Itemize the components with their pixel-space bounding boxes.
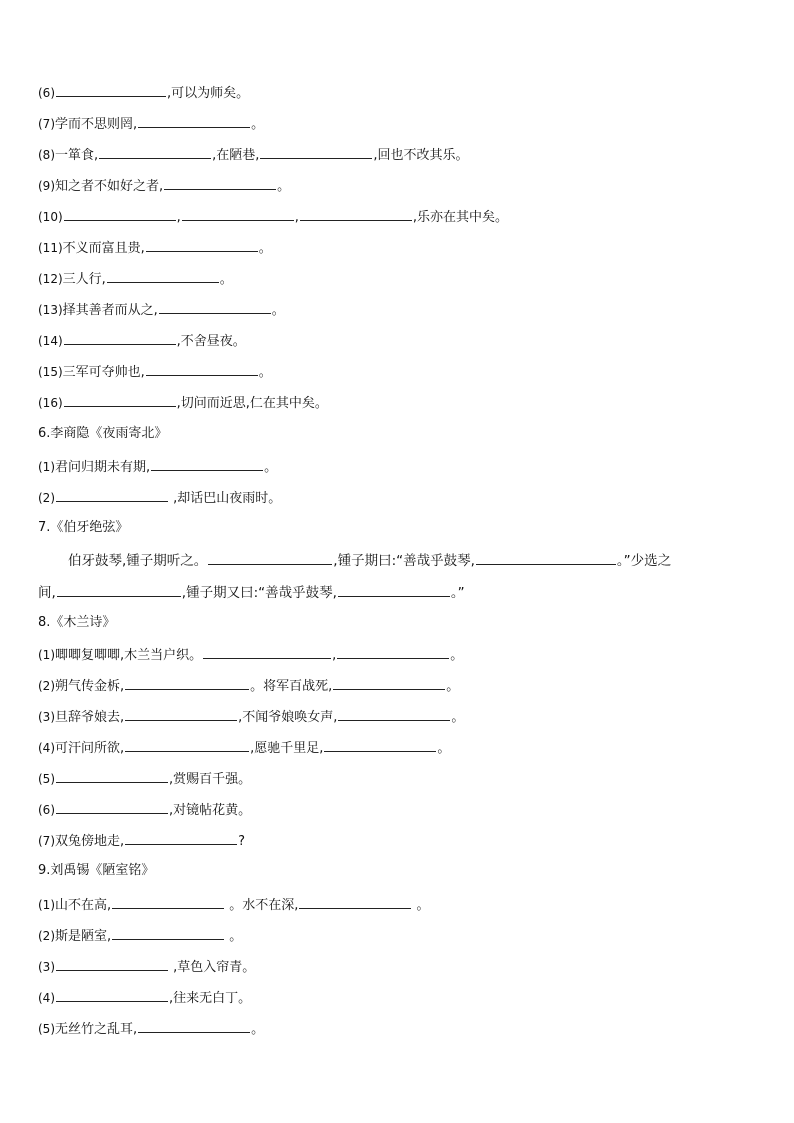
answer-blank[interactable] bbox=[182, 207, 294, 221]
line-text: 。 bbox=[451, 710, 465, 725]
question-line bbox=[38, 393, 328, 413]
question-line bbox=[38, 583, 465, 602]
question-line bbox=[38, 707, 464, 727]
question-line bbox=[38, 207, 508, 227]
answer-blank[interactable] bbox=[138, 114, 250, 128]
line-text: 。 bbox=[251, 117, 265, 132]
answer-blank[interactable] bbox=[300, 207, 412, 221]
item-number: (4) bbox=[38, 741, 55, 755]
answer-blank[interactable] bbox=[476, 551, 616, 565]
line-text: 三军可夺帅也, bbox=[62, 365, 145, 380]
answer-blank[interactable] bbox=[56, 988, 168, 1002]
answer-blank[interactable] bbox=[159, 300, 271, 314]
line-text: , bbox=[294, 210, 299, 225]
question-line bbox=[38, 114, 264, 134]
item-number: (2) bbox=[38, 491, 55, 505]
question-line bbox=[38, 362, 272, 382]
question-line bbox=[38, 988, 251, 1008]
question-line bbox=[38, 676, 459, 696]
question-line bbox=[38, 300, 285, 320]
line-text: ,在陋巷, bbox=[212, 148, 260, 163]
answer-blank[interactable] bbox=[164, 176, 276, 190]
item-number: (7) bbox=[38, 834, 55, 848]
answer-blank[interactable] bbox=[56, 800, 168, 814]
answer-blank[interactable] bbox=[324, 738, 436, 752]
line-text: ,对镜帖花黄。 bbox=[169, 803, 252, 818]
line-text: 无丝竹之乱耳, bbox=[55, 1022, 138, 1037]
answer-blank[interactable] bbox=[56, 957, 168, 971]
line-text: ,可以为师矣。 bbox=[167, 86, 250, 101]
line-text: ,锺子期曰:“善哉乎鼓琴, bbox=[333, 553, 475, 569]
line-text: ,却话巴山夜雨时。 bbox=[169, 491, 282, 506]
answer-blank[interactable] bbox=[107, 269, 219, 283]
line-text: 朔气传金柝, bbox=[55, 679, 125, 694]
question-line bbox=[38, 926, 242, 946]
line-text: 。 bbox=[219, 272, 233, 287]
line-text: ? bbox=[238, 834, 246, 849]
section-heading bbox=[38, 519, 128, 537]
answer-blank[interactable] bbox=[208, 551, 332, 565]
answer-blank[interactable] bbox=[99, 145, 211, 159]
line-text: 。将军百战死, bbox=[250, 679, 333, 694]
line-text: ,不舍昼夜。 bbox=[176, 334, 246, 349]
line-text: 可汗问所欲, bbox=[55, 741, 125, 756]
line-text: 。 bbox=[225, 929, 243, 944]
line-text: 。 bbox=[412, 898, 430, 913]
line-text: 学而不思则罔, bbox=[55, 117, 138, 132]
question-line bbox=[38, 176, 290, 196]
answer-blank[interactable] bbox=[333, 676, 445, 690]
question-line bbox=[38, 269, 233, 289]
answer-blank[interactable] bbox=[146, 362, 258, 376]
line-text: ,赏赐百千强。 bbox=[169, 772, 252, 787]
item-number: (14) bbox=[38, 334, 63, 348]
line-text: 8.《木兰诗》 bbox=[38, 615, 116, 630]
line-text: 旦辞爷娘去, bbox=[55, 710, 125, 725]
item-number: (5) bbox=[38, 1022, 55, 1036]
line-text: 。 bbox=[271, 303, 285, 318]
line-text: 。”少选之 bbox=[616, 553, 672, 569]
answer-blank[interactable] bbox=[299, 895, 411, 909]
answer-blank[interactable] bbox=[203, 645, 331, 659]
line-text: 三人行, bbox=[62, 272, 106, 287]
item-number: (7) bbox=[38, 117, 55, 131]
item-number: (1) bbox=[38, 898, 55, 912]
line-text: 。 bbox=[450, 648, 464, 663]
answer-blank[interactable] bbox=[125, 831, 237, 845]
answer-blank[interactable] bbox=[338, 583, 450, 597]
line-text: 不义而富且贵, bbox=[62, 241, 145, 256]
item-number: (2) bbox=[38, 679, 55, 693]
line-text: 双兔傍地走, bbox=[55, 834, 125, 849]
question-line bbox=[38, 83, 249, 103]
answer-blank[interactable] bbox=[260, 145, 372, 159]
line-text: 。水不在深, bbox=[225, 898, 299, 913]
answer-blank[interactable] bbox=[125, 738, 249, 752]
question-line bbox=[38, 738, 450, 758]
line-text: 6.李商隐《夜雨寄北》 bbox=[38, 426, 168, 441]
line-text: , bbox=[176, 210, 181, 225]
line-text: 山不在高, bbox=[55, 898, 112, 913]
line-text: 间, bbox=[38, 585, 56, 601]
line-text: 7.《伯牙绝弦》 bbox=[38, 520, 129, 535]
item-number: (10) bbox=[38, 210, 63, 224]
question-line bbox=[38, 769, 251, 789]
question-line bbox=[38, 331, 246, 351]
question-line bbox=[38, 457, 277, 477]
line-text: 斯是陋室, bbox=[55, 929, 112, 944]
answer-blank[interactable] bbox=[56, 83, 166, 97]
answer-blank[interactable] bbox=[112, 895, 224, 909]
line-text: 。” bbox=[450, 585, 465, 601]
question-line bbox=[38, 800, 251, 820]
line-text: ,锺子期又曰:“善哉乎鼓琴, bbox=[181, 585, 337, 601]
line-text: 。 bbox=[258, 365, 272, 380]
question-line bbox=[38, 1019, 264, 1039]
line-text: ,切问而近思,仁在其中矣。 bbox=[176, 396, 328, 411]
answer-blank[interactable] bbox=[57, 583, 181, 597]
question-line bbox=[38, 488, 281, 508]
item-number: (11) bbox=[38, 241, 63, 255]
line-text: ,不闻爷娘唤女声, bbox=[238, 710, 338, 725]
line-text: ,草色入帘青。 bbox=[169, 960, 256, 975]
question-line bbox=[38, 645, 463, 665]
item-number: (2) bbox=[38, 929, 55, 943]
answer-blank[interactable] bbox=[138, 1019, 250, 1033]
section-heading bbox=[38, 862, 154, 880]
question-line bbox=[38, 145, 469, 165]
section-heading bbox=[38, 614, 115, 632]
line-text: 。 bbox=[437, 741, 451, 756]
answer-blank[interactable] bbox=[56, 769, 168, 783]
item-number: (4) bbox=[38, 991, 55, 1005]
answer-blank[interactable] bbox=[338, 707, 450, 721]
answer-blank[interactable] bbox=[125, 707, 237, 721]
item-number: (6) bbox=[38, 803, 55, 817]
line-text: 君问归期未有期, bbox=[55, 460, 151, 475]
answer-blank[interactable] bbox=[151, 457, 263, 471]
line-text: , bbox=[332, 648, 337, 663]
item-number: (13) bbox=[38, 303, 63, 317]
question-line bbox=[38, 238, 272, 258]
question-line bbox=[68, 551, 671, 570]
item-number: (3) bbox=[38, 960, 55, 974]
item-number: (15) bbox=[38, 365, 63, 379]
line-text: 。 bbox=[258, 241, 272, 256]
item-number: (8) bbox=[38, 148, 55, 162]
section-heading bbox=[38, 425, 167, 443]
line-text: 唧唧复唧唧,木兰当户织。 bbox=[55, 648, 203, 663]
item-number: (3) bbox=[38, 710, 55, 724]
item-number: (9) bbox=[38, 179, 55, 193]
item-number: (5) bbox=[38, 772, 55, 786]
answer-blank[interactable] bbox=[112, 926, 224, 940]
answer-blank[interactable] bbox=[56, 488, 168, 502]
line-text: ,愿驰千里足, bbox=[250, 741, 324, 756]
answer-blank[interactable] bbox=[64, 393, 176, 407]
line-text: ,往来无白丁。 bbox=[169, 991, 252, 1006]
item-number: (6) bbox=[38, 86, 55, 100]
line-text: ,回也不改其乐。 bbox=[373, 148, 469, 163]
item-number: (12) bbox=[38, 272, 63, 286]
line-text: 。 bbox=[264, 460, 278, 475]
answer-blank[interactable] bbox=[337, 645, 449, 659]
item-number: (1) bbox=[38, 460, 55, 474]
line-text: 伯牙鼓琴,锺子期听之。 bbox=[68, 553, 208, 569]
line-text: 知之者不如好之者, bbox=[55, 179, 164, 194]
item-number: (1) bbox=[38, 648, 55, 662]
question-line bbox=[38, 957, 255, 977]
line-text: 一箪食, bbox=[55, 148, 99, 163]
question-line bbox=[38, 895, 430, 915]
answer-blank[interactable] bbox=[146, 238, 258, 252]
line-text: 。 bbox=[277, 179, 291, 194]
item-number: (16) bbox=[38, 396, 63, 410]
answer-blank[interactable] bbox=[64, 331, 176, 345]
question-line bbox=[38, 831, 245, 851]
line-text: ,乐亦在其中矣。 bbox=[412, 210, 509, 225]
line-text: 。 bbox=[251, 1022, 265, 1037]
line-text: 。 bbox=[446, 679, 460, 694]
answer-blank[interactable] bbox=[125, 676, 249, 690]
answer-blank[interactable] bbox=[64, 207, 176, 221]
line-text: 9.刘禹锡《陋室铭》 bbox=[38, 863, 155, 878]
line-text: 择其善者而从之, bbox=[62, 303, 158, 318]
